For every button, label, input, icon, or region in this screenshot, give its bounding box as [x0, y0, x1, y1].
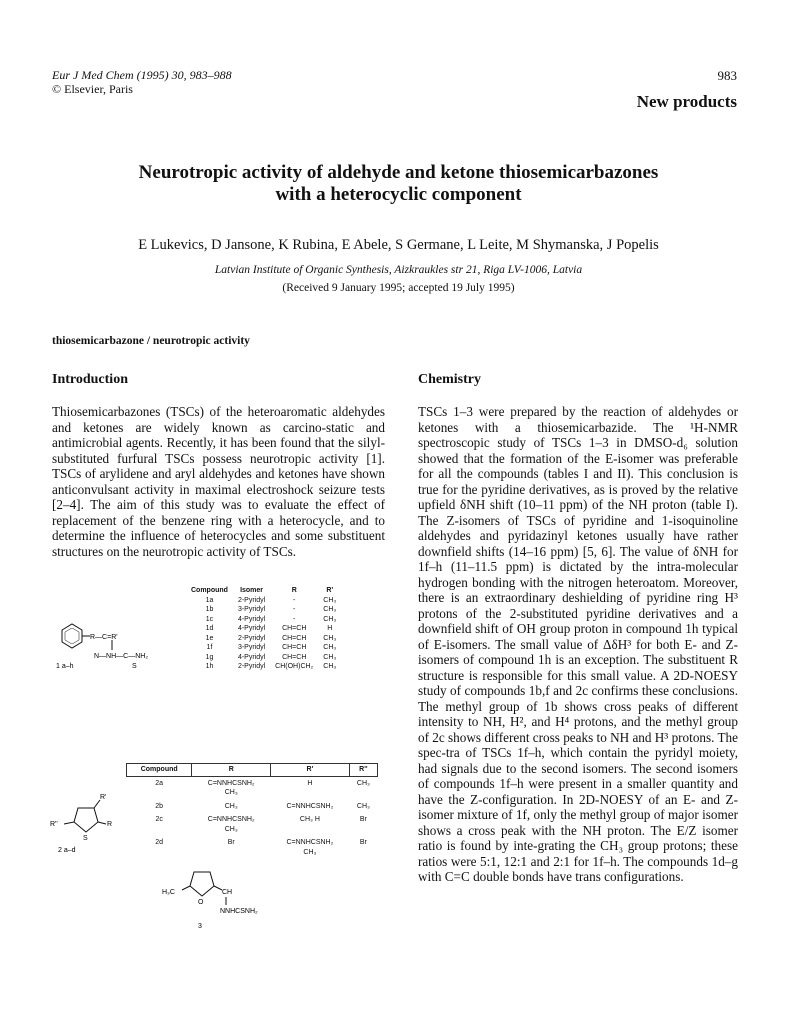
keywords: thiosemicarbazone / neurotropic activity	[52, 335, 250, 347]
title-line-1: Neurotropic activity of aldehyde and ketone thiosemicarbazones	[138, 162, 659, 183]
copyright-line: © Elsevier, Paris	[52, 82, 133, 96]
structure-3-methyl: H₃C	[162, 889, 175, 896]
furan-ring-shape	[190, 872, 214, 896]
structure-1-diagram	[50, 616, 190, 676]
structure-2-s: S	[83, 835, 88, 842]
table-1-header: R'	[326, 587, 334, 594]
table-row: 1e 2-Pyridyl CH=CH CH₃	[205, 634, 337, 642]
article-title	[60, 162, 737, 206]
table-1-header: Compound	[191, 587, 228, 594]
table-row: 1c 4-Pyridyl - CH₃	[205, 615, 337, 623]
structure-3-label: 3	[198, 923, 202, 930]
structure-2-label: 2 a–d	[58, 847, 76, 854]
chemistry-heading: Chemistry	[418, 372, 481, 387]
table-row: 2a C=NNHCSNH₂ CH₃ H CH₃	[155, 779, 370, 796]
author-list: E Lukevics, D Jansone, K Rubina, E Abele, S Germane, L Leite, M Shymanska, J Popelis	[138, 237, 659, 253]
chemistry-paragraph: TSCs 1–3 were prepared by the reaction of aldehydes or ketones with a thiosemicarbazide. The ¹H-NMR spectroscopic study of TSCs 1–3 in DMSO-d₆ solution showed that the formation of the E-isomer was preferable for all the compounds (tables I and II). This conclusion is true for the pyridine derivatives, as is proved by the relative upfield δNH shift (10–11 ppm) of the NH proton (table I). The Z-isomers of TSCs of pyridine and 1-isoquinoline aldehydes and pyridazinyl ketones usually have rather downfield shifts (14–16 ppm) [5, 6]. The value of δNH for 1f–h (11–11.5 ppm) is dictated by the intra-molecular hydrogen bonding with the nitrogen heteroatom. Moreover, there is an extraordinary deshielding of pyridine ring H³ protons of the 2-substituted pyridine derivatives and a downfield shift of OH group proton in compound 1h typical of E-isomers. The small value of ΔδH³ for both E- and Z-isomers of compound 1h is an exception. The substituent R structure is responsible for this small value. A 2D-NOESY study of compounds 1b,f and 2c confirms these conclusions. The methyl group of 1b shows cross peaks of different intensity to NH, H², and H⁴ protons, and the methyl group of 2c shows different cross peaks to NH and H³ protons. The spec-tra of TSCs 1f–h, which contain the pyridyl moiety, had signals due to the second isomers. The second isomers of compounds 1f–h were present in a smaller quantity and have the Z-configuration. In 2D-NOESY of an E- and Z-isomer mixture of 1f, only the methyl group of major isomer shows a cross peak with the NH proton. The E/Z isomer ratio is found by inte-grating the CH₃ group protons; these ratios were 5:1, 12:1 and 2:1 for 1f–h. The compounds 1d–g with C=C double bonds have trans configurations.	[418, 404, 738, 884]
title-line-2: with a heterocyclic component	[275, 184, 522, 205]
structure-1-chain: N—NH—C—NH₂	[94, 653, 149, 660]
structure-3-chain: NNHCSNH₂	[220, 908, 258, 915]
structure-1-thio: S	[132, 663, 137, 670]
structure-3-oxygen: O	[198, 899, 204, 906]
structure-2-r1: R'	[100, 794, 107, 801]
table-row: 2b CH₃ C=NNHCSNH₂ CH₃	[155, 802, 370, 810]
table-2-header: Compound	[127, 764, 192, 777]
received-dates: (Received 9 January 1995; accepted 19 July 1995)	[282, 282, 515, 294]
introduction-heading: Introduction	[52, 372, 128, 387]
structure-3-diagram	[160, 866, 270, 936]
page-number: 983	[717, 68, 737, 83]
section-label: New products	[636, 92, 737, 111]
table-row: 1g 4-Pyridyl CH=CH CH₃	[205, 653, 337, 661]
pyridine-inner-shape	[65, 628, 79, 644]
table-2-header: R	[192, 764, 271, 777]
table-row: 1d 4-Pyridyl CH=CH H	[205, 625, 333, 632]
compound-table-2	[126, 763, 378, 859]
table-2-header: R'	[271, 764, 350, 777]
structure-1-label: 1 a–h	[56, 663, 74, 670]
table-row: 2c C=NNHCSNH₂ CH₃ CH₃ H Br	[155, 816, 367, 833]
table-1-header: R	[291, 587, 297, 594]
table-row: 1f 3-Pyridyl CH=CH CH₃	[206, 644, 337, 651]
table-row: 1h 2-Pyridyl CH(OH)CH₂ CH₃	[205, 663, 337, 670]
table-row: 1b 3-Pyridyl - CH₃	[205, 606, 337, 613]
introduction-paragraph: Thiosemicarbazones (TSCs) of the heteroaromatic aldehydes and ketones are widely known as carcino-static and antimicrobial agents. Recently, it has been found that the silyl-substituted furfural TSCs possess neurotropic activity [1]. TSCs of arylidene and aryl aldehydes and ketones have shown anticonvulsant activity in maximal electroshock seizure tests [2–4]. The aim of this study was to evaluate the effect of replacement of the benzene ring with a heterocycle, and to determine the influence of heterocycles and some substituent structures on the neurotropic activity of TSCs.	[52, 404, 385, 559]
table-row: 1a 2-Pyridyl - CH₃	[205, 596, 337, 604]
table-2-header: R''	[349, 764, 377, 777]
structure-2-diagram	[48, 790, 128, 860]
structure-3-ch: CH	[222, 889, 233, 896]
table-1-header: Isomer	[240, 587, 264, 594]
structure-2-r: R	[107, 821, 113, 828]
journal-citation: Eur J Med Chem (1995) 30, 983–988	[52, 68, 232, 82]
structure-1-group: R—C=R'	[90, 634, 118, 641]
affiliation: Latvian Institute of Organic Synthesis, Aizkraukles str 21, Riga LV-1006, Latvia	[214, 264, 583, 276]
table-row: 2d Br C=NNHCSNH₂ CH₃ Br	[155, 839, 367, 856]
compound-table-1	[186, 586, 341, 672]
structure-2-r2: R''	[50, 821, 58, 828]
thiophene-ring-shape	[74, 808, 98, 832]
